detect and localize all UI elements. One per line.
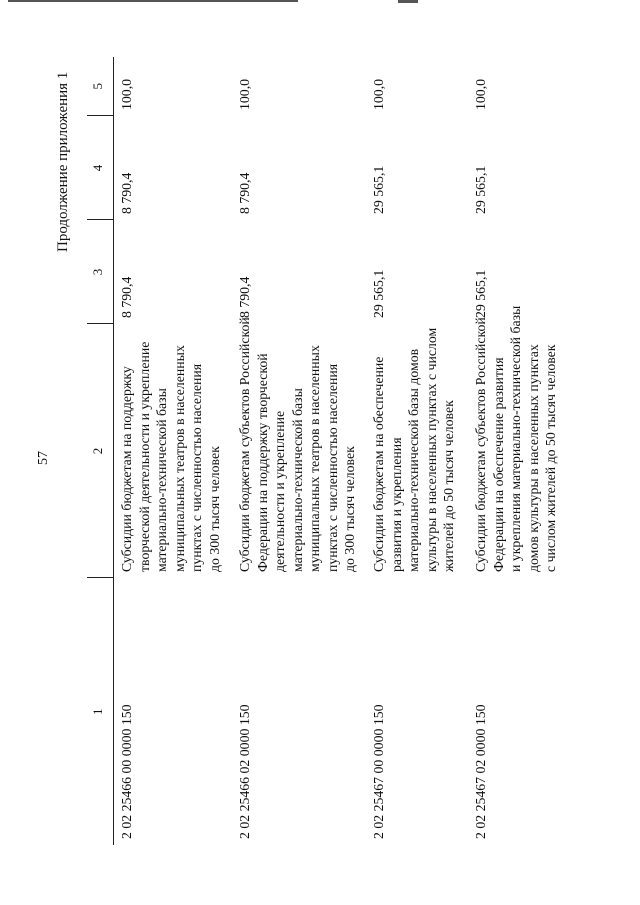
value-col4: 29 565,1: [371, 165, 386, 214]
value-col3: 8 790,4: [237, 276, 252, 318]
description-line: творческой деятельности и укрепление: [136, 341, 152, 572]
column-header: 3: [87, 220, 114, 324]
description-line: Субсидии бюджетам субъектов Российской: [473, 317, 488, 572]
description-line: пунктах с численностью населения: [324, 363, 340, 572]
value-col3: 29 565,1: [473, 269, 488, 318]
description-cell: [366, 324, 468, 578]
column-header: 4: [87, 116, 114, 220]
value-col5: 100,0: [119, 78, 134, 110]
table-header-row: [87, 57, 114, 845]
description-line: материально-технической базы: [154, 388, 169, 572]
budget-table: [87, 57, 582, 845]
description-cell: [468, 305, 582, 578]
description-line: до 300 тысяч человек: [206, 446, 222, 572]
description-line: пунктах с численностью населения: [189, 363, 204, 572]
budget-code: 2 02 25466 00 0000 150: [119, 704, 134, 839]
value-col4: 8 790,4: [119, 172, 134, 214]
description-cell: [232, 317, 366, 578]
description-line: материально-технической базы домов: [406, 348, 421, 572]
value-col4: 29 565,1: [473, 165, 488, 214]
description-line: развития и укрепления: [388, 437, 404, 572]
budget-code: 2 02 25467 02 0000 150: [473, 704, 488, 839]
table-row: [114, 57, 233, 845]
column-header: 5: [87, 57, 114, 116]
value-col5: 100,0: [473, 78, 488, 110]
value-col3: 29 565,1: [371, 269, 386, 318]
description-line: жителей до 50 тысяч человек: [441, 400, 456, 572]
budget-code: 2 02 25467 00 0000 150: [371, 704, 386, 839]
description-line: муниципальных театров в населенных: [171, 345, 187, 572]
value-col4: 8 790,4: [237, 172, 252, 214]
column-header: 1: [87, 578, 114, 845]
table-row: [468, 57, 582, 845]
value-col5: 100,0: [237, 78, 252, 110]
description-line: муниципальных театров в населенных: [307, 345, 322, 572]
value-col3: 8 790,4: [119, 276, 134, 318]
description-line: Федерации на поддержку творческой: [254, 353, 270, 572]
table-row: [232, 57, 366, 845]
continuation-label: Продолжение приложения 1: [55, 71, 71, 252]
table-row: [366, 57, 468, 845]
description-line: до 300 тысяч человек: [342, 446, 357, 572]
description-line: и укрепления материально-технической базы: [508, 305, 523, 572]
description-line: Федерации на обеспечение развития: [490, 357, 506, 572]
description-line: с числом жителей до 50 тысяч человек: [543, 344, 558, 572]
description-line: деятельности и укрепление: [272, 410, 287, 572]
description-line: культуры в населенных пунктах с числом: [423, 327, 439, 572]
description-line: Субсидии бюджетам на поддержку: [119, 366, 134, 572]
description-line: Субсидии бюджетам на обеспечение: [371, 356, 386, 572]
page-number: 57: [36, 451, 51, 465]
description-line: домов культуры в населенных пунктах: [525, 344, 541, 572]
description-line: Субсидии бюджетам субъектов Российской: [237, 317, 252, 572]
description-cell: [114, 324, 233, 578]
budget-code: 2 02 25466 02 0000 150: [237, 704, 252, 839]
description-line: материально-технической базы: [289, 388, 305, 572]
value-col5: 100,0: [371, 78, 386, 110]
column-header: 2: [87, 324, 114, 578]
